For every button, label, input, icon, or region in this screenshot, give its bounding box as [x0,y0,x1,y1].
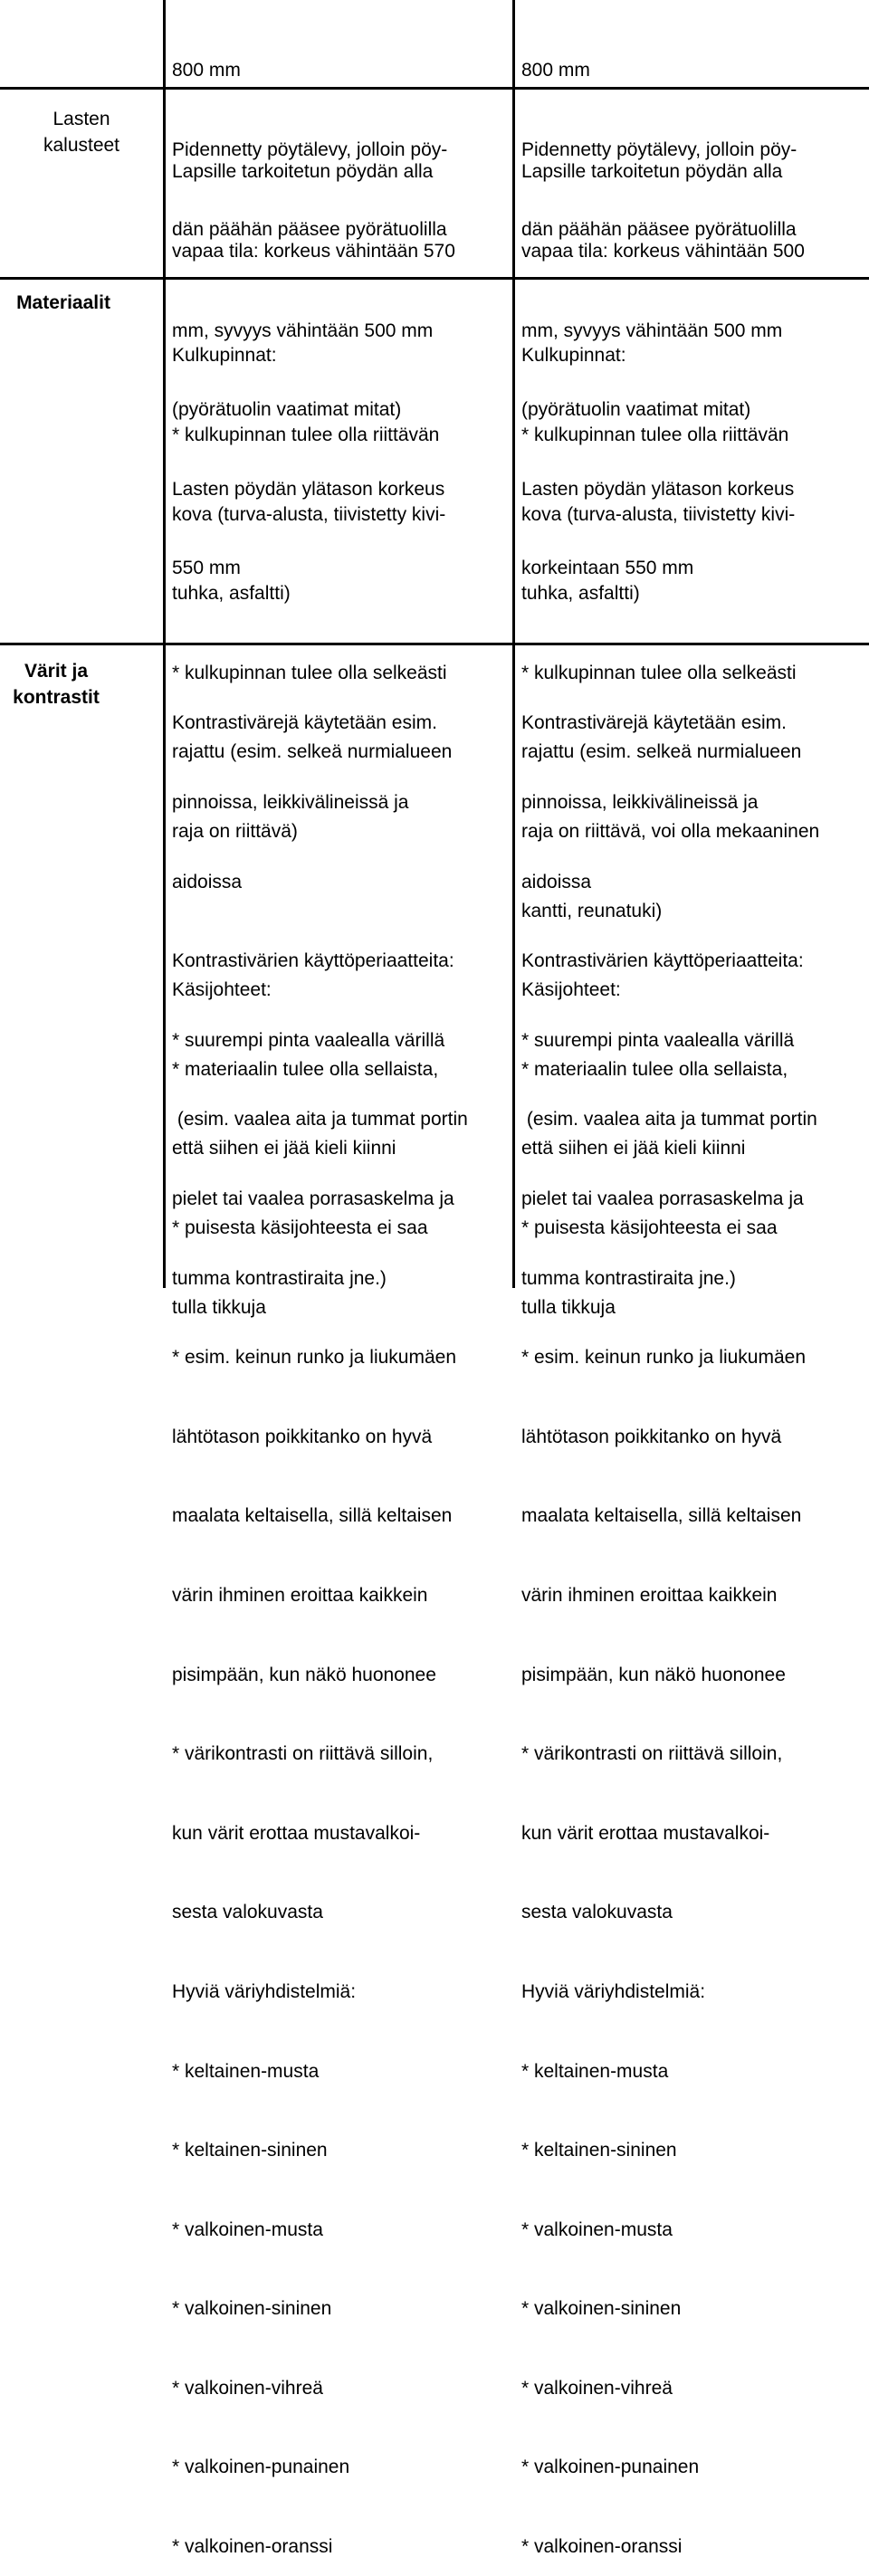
text-line: * valkoinen-punainen [172,2457,350,2478]
text-line: raja on riittävä) [172,820,298,842]
text-line: * materiaalin tulee olla sellaista, [172,1058,439,1080]
text-line: rajattu (esim. selkeä nurmialueen [172,741,453,763]
text-line: tumma kontrastiraita jne.) [172,1267,387,1289]
label-line: Lasten [53,109,110,129]
text-line: tulla tikkuja [172,1296,266,1318]
text-line: sesta valokuvasta [521,1902,673,1923]
text-line: tumma kontrastiraita jne.) [521,1267,736,1289]
text-line: pinnoissa, leikkivälineissä ja [521,792,759,813]
text-line: pisimpään, kun näkö huononee [172,1664,436,1685]
text-line: maalata keltaisella, sillä keltaisen [521,1505,802,1527]
text-line: * kulkupinnan tulee olla selkeästi [172,662,447,683]
text-line: 550 mm [172,558,241,579]
text-line: mm, syvyys vähintään 500 mm [172,320,434,341]
text-line: * kulkupinnan tulee olla riittävän [172,425,440,445]
text-line: värin ihminen eroittaa kaikkein [521,1584,778,1606]
text-line: * keltainen-musta [172,2060,320,2082]
label-line: Värit ja [24,661,89,682]
text-line: * keltainen-sininen [521,2140,677,2161]
text-line: kantti, reunatuki) [521,900,663,921]
text-line: * valkoinen-oranssi [521,2536,683,2558]
text-line: Hyviä väriyhdistelmiä: [521,1980,706,2002]
text-line: * valkoinen-vihreä [521,2377,673,2399]
text-line: rajattu (esim. selkeä nurmialueen [521,741,802,763]
text-line: * valkoinen-sininen [521,2298,682,2320]
text-line: pisimpään, kun näkö huononee [521,1664,786,1685]
text-line: * värikontrasti on riittävä silloin, [521,1743,783,1765]
text-line: Lapsille tarkoitetun pöydän alla [521,161,783,183]
text-line: * valkoinen-musta [521,2218,673,2240]
text-line: tuhka, asfaltti) [521,583,640,605]
text-line: * valkoinen-punainen [521,2457,700,2478]
text-line: Hyviä väriyhdistelmiä: [172,1980,357,2002]
text-line: aidoissa [521,871,592,892]
text-line: kova (turva-alusta, tiivistetty kivi- [172,503,446,525]
text-line: 800 mm [172,60,241,81]
text-line: korkeintaan 550 mm [521,558,694,579]
row-label-materiaalit [0,290,127,316]
text-line: värin ihminen eroittaa kaikkein [172,1584,428,1606]
row-label-varit-ja-kontrastit [0,658,112,711]
text-line: raja on riittävä, voi olla mekaaninen [521,820,820,842]
text-line: lähtötason poikkitanko on hyvä [172,1426,433,1447]
text-line: pielet tai vaalea porrasaskelma ja [172,1188,454,1209]
text-line: 800 mm [521,60,590,81]
row-3-col-2 [521,657,820,2576]
text-line: Kulkupinnat: [521,345,626,367]
text-line: sesta valokuvasta [172,1902,323,1923]
text-line: pinnoissa, leikkivälineissä ja [172,792,409,813]
row-3-col-1 [172,657,468,2576]
text-line: (pyörätuolin vaatimat mitat) [521,399,751,421]
text-line: Pidennetty pöytälevy, jolloin pöy- [521,139,797,160]
text-line: * materiaalin tulee olla sellaista, [521,1058,788,1080]
text-line: että siihen ei jää kieli kiinni [521,1138,746,1159]
text-line: * puisesta käsijohteesta ei saa [172,1216,428,1238]
text-line: kun värit erottaa mustavalkoi- [521,1822,770,1844]
text-line: (esim. vaalea aita ja tummat portin [172,1109,468,1131]
text-line: lähtötason poikkitanko on hyvä [521,1426,782,1447]
text-line: * värikontrasti on riittävä silloin, [172,1743,434,1765]
text-line: vapaa tila: korkeus vähintään 500 [521,241,805,262]
text-line: tulla tikkuja [521,1296,616,1318]
text-line: mm, syvyys vähintään 500 mm [521,320,783,341]
text-line: * valkoinen-oranssi [172,2536,333,2558]
label-line: kontrastit [13,687,100,708]
label-line: kalusteet [43,135,120,156]
text-line: tuhka, asfaltti) [172,583,291,605]
text-line: * valkoinen-musta [172,2218,323,2240]
text-line: (pyörätuolin vaatimat mitat) [172,399,402,421]
text-line: * kulkupinnan tulee olla riittävän [521,425,789,445]
text-line: (esim. vaalea aita ja tummat portin [521,1109,817,1131]
text-line: dän päähän pääsee pyörätuolilla [172,218,447,240]
text-line: * keltainen-musta [521,2060,669,2082]
text-line: Kontrastivärien käyttöperiaatteita: [172,950,454,972]
text-line: kova (turva-alusta, tiivistetty kivi- [521,503,796,525]
text-line: Kontrastivärejä käytetään esim. [172,712,437,734]
text-line: Kulkupinnat: [172,345,277,367]
text-line: aidoissa [172,871,243,892]
text-line: * keltainen-sininen [172,2140,328,2161]
text-line: pielet tai vaalea porrasaskelma ja [521,1188,804,1209]
text-line: Kontrastivärien käyttöperiaatteita: [521,950,804,972]
text-line: kun värit erottaa mustavalkoi- [172,1822,421,1844]
text-line: * valkoinen-vihreä [172,2377,323,2399]
row-label-lasten-kalusteet [0,106,163,158]
text-line: * esim. keinun runko ja liukumäen [172,1347,456,1369]
text-line: dän päähän pääsee pyörätuolilla [521,218,797,240]
text-line: Käsijohteet: [521,979,621,1001]
text-line: Pidennetty pöytälevy, jolloin pöy- [172,139,448,160]
text-line: Käsijohteet: [172,979,272,1001]
text-line: maalata keltaisella, sillä keltaisen [172,1505,453,1527]
text-line: * kulkupinnan tulee olla selkeästi [521,662,797,683]
text-line: että siihen ei jää kieli kiinni [172,1138,396,1159]
text-line: vapaa tila: korkeus vähintään 570 [172,241,455,262]
text-line: * suurempi pinta vaalealla värillä [172,1029,445,1051]
text-line: * valkoinen-sininen [172,2298,332,2320]
text-line: Lapsille tarkoitetun pöydän alla [172,161,434,183]
text-line: * puisesta käsijohteesta ei saa [521,1216,778,1238]
text-line: * esim. keinun runko ja liukumäen [521,1347,806,1369]
text-line: Lasten pöydän ylätason korkeus [172,478,445,500]
text-line: * suurempi pinta vaalealla värillä [521,1029,795,1051]
label-line: Materiaalit [16,292,110,313]
text-line: Lasten pöydän ylätason korkeus [521,478,795,500]
text-line: Kontrastivärejä käytetään esim. [521,712,787,734]
